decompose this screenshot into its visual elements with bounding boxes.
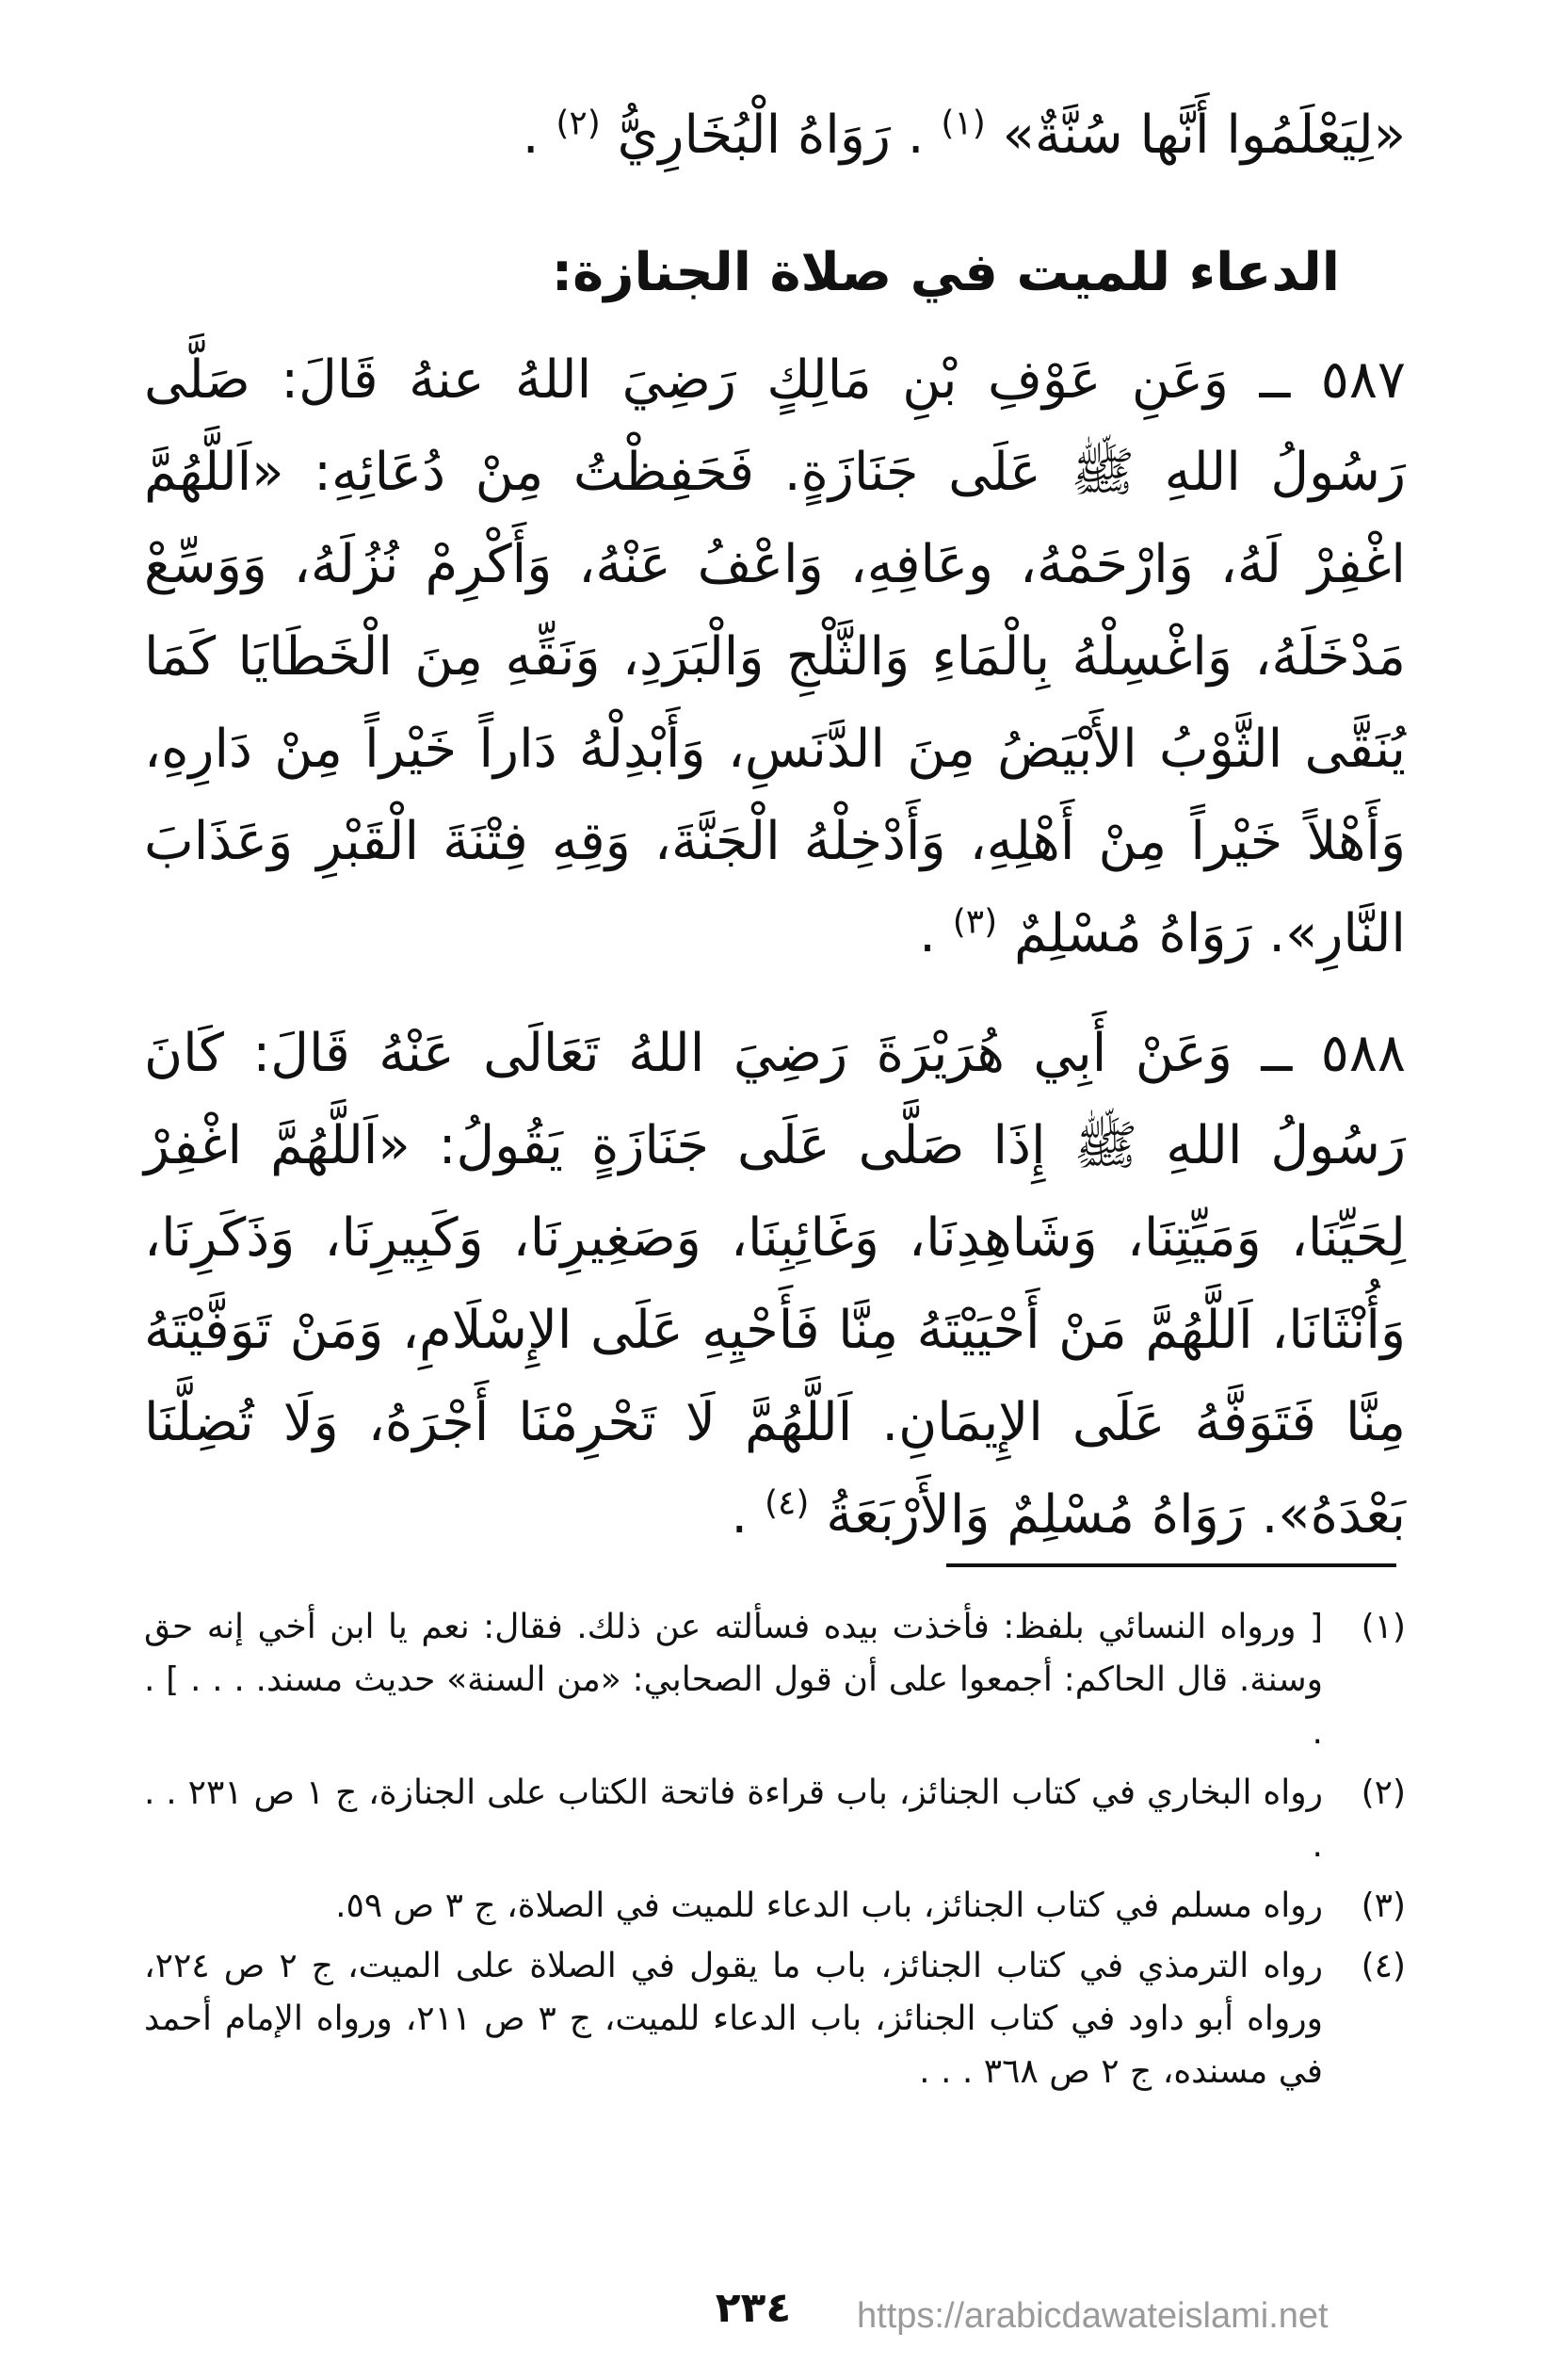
opening-end: .: [522, 105, 540, 166]
footnote-2: [144, 1767, 1406, 1872]
footnote-3: [144, 1880, 1406, 1933]
footnote-number: (٣): [1361, 1886, 1406, 1925]
footnote-ref-4: (٤): [764, 1483, 810, 1523]
section-heading: الدعاء للميت في صلاة الجنازة:: [551, 242, 1340, 303]
footnote-ref-2: (٢): [556, 104, 601, 143]
footnote-1: [144, 1601, 1406, 1759]
watermark-url: https://arabicdawateislami.net: [857, 2296, 1329, 2336]
page-number: ٢٣٤: [715, 2284, 792, 2332]
footnote-number: (٢): [1361, 1773, 1406, 1812]
footnote-number: (٤): [1361, 1947, 1406, 1985]
footnote-text: رواه الترمذي في كتاب الجنائز، باب ما يقول في الصلاة على الميت، ج ٢ ص ٢٢٤، ورواه أبو داود في كتاب الجنائز، باب الدعاء للميت، ج ٣ ص ٢١١، ورواه الإمام أحمد في مسنده، ج ٢ ص ٣٦٨ . . .: [144, 1947, 1323, 2091]
hadith-588-text: ٥٨٨ ــ وَعَنْ أَبِي هُرَيْرَةَ رَضِيَ اللهُ تَعَالَى عَنْهُ قَالَ: كَانَ رَسُولُ اللهِ ﷺ إِذَا صَلَّى عَلَى جَنَازَةٍ يَقُولُ: «اَللَّهُمَّ اغْفِرْ لِحَيِّنَا، وَمَيِّتِنَا، وَشَاهِدِنَا، وَغَائِبِنَا، وَصَغِيرِنَا، وَكَبِيرِنَا، وَذَكَرِنَا، وَأُنْثَانَا، اَللَّهُمَّ مَنْ أَحْيَيْتَهُ مِنَّا فَأَحْيِهِ عَلَى الإِسْلَامِ، وَمَنْ تَوَفَّيْتَهُ مِنَّا فَتَوَفَّهُ عَلَى الإِيمَانِ. اَللَّهُمَّ لَا تَحْرِمْنَا أَجْرَهُ، وَلَا تُضِلَّنَا بَعْدَهُ». رَوَاهُ مُسْلِمٌ وَالأَرْبَعَةُ: [144, 1023, 1406, 1546]
footnote-ref-1: (١): [941, 104, 986, 143]
footnote-divider: [946, 1563, 1396, 1567]
footnote-text: [ ورواه النسائي بلفظ: فأخذت بيده فسألته عن ذلك. فقال: نعم يا ابن أخي إنه حق وسنة. قال الحاكم: أجمعوا على أن قول الصحابي: «من السنة» حديث مسند. . . . ] . .: [144, 1608, 1323, 1752]
hadith-588: [144, 1008, 1406, 1562]
hadith-588-end: .: [731, 1484, 749, 1546]
hadith-587-end: .: [919, 903, 936, 964]
footnote-text: رواه مسلم في كتاب الجنائز، باب الدعاء للميت في الصلاة، ج ٣ ص ٥٩.: [335, 1886, 1323, 1925]
footnotes: [144, 1601, 1406, 2106]
opening-quote-text: «لِيَعْلَمُوا أَنَّها سُنَّةٌ»: [1002, 105, 1406, 166]
footnote-number: (١): [1361, 1608, 1406, 1646]
footnote-ref-3: (٣): [952, 902, 998, 942]
hadith-587-text: ٥٨٧ ــ وَعَنِ عَوْفِ بْنِ مَالِكٍ رَضِيَ اللهُ عنهُ قَالَ: صَلَّى رَسُولُ اللهِ ﷺ عَلَى جَنَازَةٍ. فَحَفِظْتُ مِنْ دُعَائِهِ: «اَللَّهُمَّ اغْفِرْ لَهُ، وَارْحَمْهُ، وعَافِهِ، وَاعْفُ عَنْهُ، وَأَكْرِمْ نُزُلَهُ، وَوَسِّعْ مَدْخَلَهُ، وَاغْسِلْهُ بِالْمَاءِ وَالثَّلْجِ وَالْبَرَدِ، وَنَقِّهِ مِنَ الْخَطَايَا كَمَا يُنَقَّى الثَّوْبُ الأَبْيَضُ مِنَ الدَّنَسِ، وَأَبْدِلْهُ دَاراً خَيْراً مِنْ دَارِهِ، وَأَهْلاً خَيْراً مِنْ أَهْلِهِ، وَأَدْخِلْهُ الْجَنَّةَ، وَقِهِ فِتْنَةَ الْقَبْرِ وَعَذَابَ النَّارِ». رَوَاهُ مُسْلِمٌ: [144, 349, 1406, 964]
opening-narration-text: . رَوَاهُ الْبُخَارِيُّ: [617, 105, 925, 166]
opening-line: [144, 89, 1406, 182]
footnote-text: رواه البخاري في كتاب الجنائز، باب قراءة فاتحة الكتاب على الجنازة، ج ١ ص ٢٣١ . . .: [144, 1773, 1323, 1865]
hadith-587: [144, 334, 1406, 980]
footnote-4: [144, 1940, 1406, 2098]
